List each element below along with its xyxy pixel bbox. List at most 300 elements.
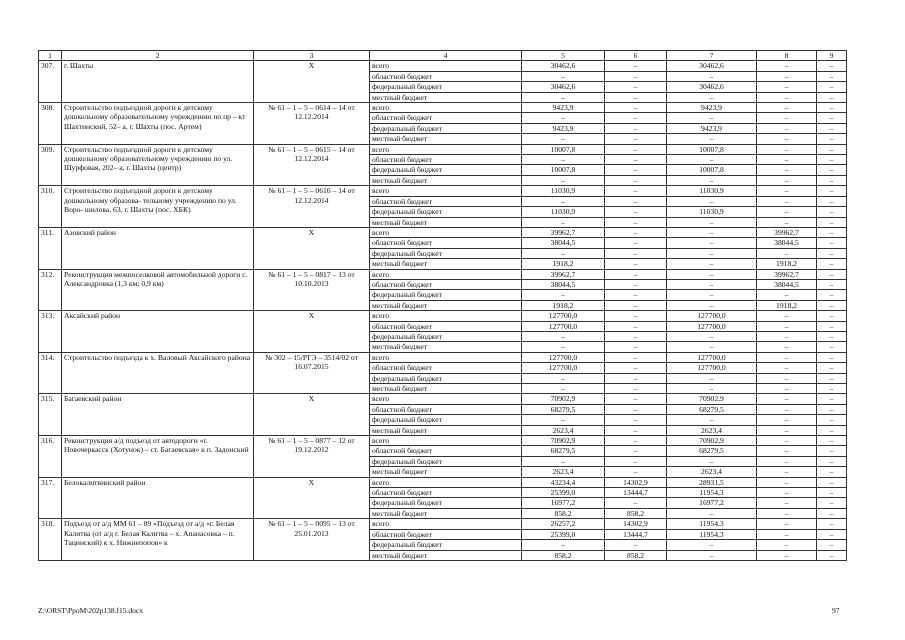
amount-cell: – bbox=[667, 175, 757, 185]
amount-cell: – bbox=[817, 248, 847, 258]
amount-cell: – bbox=[817, 331, 847, 341]
amount-cell: – bbox=[667, 238, 757, 248]
amount-cell: 43234,4 bbox=[522, 477, 605, 487]
amount-cell: – bbox=[605, 311, 667, 321]
amount-cell: – bbox=[757, 123, 817, 133]
amount-cell: – bbox=[667, 217, 757, 227]
table-row bbox=[39, 227, 847, 237]
amount-cell: – bbox=[667, 373, 757, 383]
amount-cell: 127700,0 bbox=[522, 363, 605, 373]
table-row bbox=[39, 186, 847, 196]
amount-cell: – bbox=[667, 456, 757, 466]
amount-cell: – bbox=[667, 259, 757, 269]
amount-cell: 11030,9 bbox=[667, 186, 757, 196]
amount-cell: 10007,8 bbox=[522, 144, 605, 154]
funding-source: всего bbox=[370, 269, 522, 279]
funding-source: местный бюджет bbox=[370, 175, 522, 185]
budget-table-sheet bbox=[38, 50, 846, 561]
amount-cell: – bbox=[757, 61, 817, 71]
funding-source: областной бюджет bbox=[370, 71, 522, 81]
entry-number: 311. bbox=[39, 227, 62, 269]
amount-cell: – bbox=[667, 540, 757, 550]
amount-cell: – bbox=[757, 363, 817, 373]
amount-cell: – bbox=[757, 248, 817, 258]
funding-source: всего bbox=[370, 394, 522, 404]
amount-cell: – bbox=[817, 217, 847, 227]
amount-cell: – bbox=[817, 238, 847, 248]
funding-source: областной бюджет bbox=[370, 113, 522, 123]
amount-cell: – bbox=[757, 467, 817, 477]
amount-cell: – bbox=[817, 290, 847, 300]
amount-cell: – bbox=[605, 342, 667, 352]
amount-cell: 68279,5 bbox=[522, 446, 605, 456]
amount-cell: – bbox=[522, 331, 605, 341]
expertise-document: № 302 – 15/РГЭ – 3514/02 от 16.07.2015 bbox=[254, 352, 370, 394]
amount-cell: – bbox=[605, 61, 667, 71]
table-row bbox=[39, 477, 847, 487]
amount-cell: – bbox=[757, 144, 817, 154]
amount-cell: 38044,5 bbox=[522, 238, 605, 248]
expertise-document: № 61 – 1 – 5 – 0615 – 14 от 12.12.2014 bbox=[254, 144, 370, 186]
amount-cell: 13444,7 bbox=[605, 488, 667, 498]
amount-cell: 30462,6 bbox=[522, 82, 605, 92]
amount-cell: – bbox=[817, 508, 847, 518]
funding-source: областной бюджет bbox=[370, 529, 522, 539]
funding-source: местный бюджет bbox=[370, 217, 522, 227]
amount-cell: 68279,5 bbox=[667, 404, 757, 414]
object-name: Багаевский район bbox=[62, 394, 254, 436]
amount-cell: – bbox=[757, 519, 817, 529]
amount-cell: – bbox=[605, 123, 667, 133]
amount-cell: – bbox=[522, 290, 605, 300]
amount-cell: 25399,0 bbox=[522, 488, 605, 498]
funding-source: федеральный бюджет bbox=[370, 540, 522, 550]
expertise-document: № 61 – 1 – 5 – 0614 – 14 от 12.12.2014 bbox=[254, 103, 370, 145]
column-header: 3 bbox=[254, 51, 370, 61]
amount-cell: – bbox=[605, 373, 667, 383]
amount-cell: 30462,6 bbox=[522, 61, 605, 71]
amount-cell: – bbox=[757, 165, 817, 175]
amount-cell: – bbox=[817, 467, 847, 477]
amount-cell: – bbox=[757, 71, 817, 81]
amount-cell: – bbox=[605, 456, 667, 466]
amount-cell: 858,2 bbox=[522, 508, 605, 518]
object-name: Строительство подъездной дороги к детскому дошкольному образова- тельному учреждению по ул. Воро- шилова, 63, г. Шахты (пос. ХБК) bbox=[62, 186, 254, 228]
amount-cell: – bbox=[757, 186, 817, 196]
amount-cell: 858,2 bbox=[605, 508, 667, 518]
amount-cell: 39962,7 bbox=[757, 227, 817, 237]
footer-file-path: Z:\ORST\PpoM\202p138.f15.docx bbox=[38, 606, 144, 615]
amount-cell: – bbox=[817, 425, 847, 435]
amount-cell: – bbox=[757, 290, 817, 300]
funding-source: областной бюджет bbox=[370, 238, 522, 248]
amount-cell: – bbox=[817, 186, 847, 196]
entry-number: 307. bbox=[39, 61, 62, 103]
amount-cell: – bbox=[605, 415, 667, 425]
amount-cell: – bbox=[522, 113, 605, 123]
amount-cell: – bbox=[667, 331, 757, 341]
amount-cell: 858,2 bbox=[522, 550, 605, 560]
amount-cell: – bbox=[757, 498, 817, 508]
entry-number: 309. bbox=[39, 144, 62, 186]
amount-cell: – bbox=[605, 227, 667, 237]
amount-cell: – bbox=[667, 113, 757, 123]
amount-cell: – bbox=[817, 71, 847, 81]
amount-cell: – bbox=[817, 300, 847, 310]
amount-cell: – bbox=[605, 352, 667, 362]
funding-source: областной бюджет bbox=[370, 404, 522, 414]
funding-source: всего bbox=[370, 227, 522, 237]
amount-cell: – bbox=[605, 71, 667, 81]
amount-cell: – bbox=[817, 363, 847, 373]
amount-cell: 14302,9 bbox=[605, 477, 667, 487]
amount-cell: 70902,9 bbox=[667, 394, 757, 404]
amount-cell: – bbox=[757, 352, 817, 362]
amount-cell: – bbox=[817, 155, 847, 165]
table-row bbox=[39, 61, 847, 71]
amount-cell: 127700,0 bbox=[522, 311, 605, 321]
amount-cell: 10007,8 bbox=[667, 144, 757, 154]
amount-cell: – bbox=[605, 279, 667, 289]
amount-cell: – bbox=[605, 92, 667, 102]
column-header: 2 bbox=[62, 51, 254, 61]
amount-cell: – bbox=[667, 290, 757, 300]
amount-cell: – bbox=[605, 363, 667, 373]
amount-cell: 10007,8 bbox=[667, 165, 757, 175]
amount-cell: – bbox=[757, 415, 817, 425]
amount-cell: – bbox=[757, 373, 817, 383]
funding-source: всего bbox=[370, 144, 522, 154]
amount-cell: – bbox=[605, 175, 667, 185]
amount-cell: – bbox=[605, 425, 667, 435]
funding-source: местный бюджет bbox=[370, 384, 522, 394]
amount-cell: – bbox=[757, 207, 817, 217]
amount-cell: – bbox=[667, 155, 757, 165]
amount-cell: 11030,9 bbox=[522, 186, 605, 196]
amount-cell: – bbox=[667, 248, 757, 258]
amount-cell: – bbox=[522, 540, 605, 550]
funding-source: местный бюджет bbox=[370, 259, 522, 269]
amount-cell: – bbox=[522, 155, 605, 165]
amount-cell: – bbox=[605, 384, 667, 394]
amount-cell: 16977,2 bbox=[667, 498, 757, 508]
amount-cell: – bbox=[817, 165, 847, 175]
amount-cell: – bbox=[757, 529, 817, 539]
funding-source: федеральный бюджет bbox=[370, 165, 522, 175]
amount-cell: – bbox=[667, 415, 757, 425]
amount-cell: – bbox=[605, 165, 667, 175]
funding-source: всего bbox=[370, 477, 522, 487]
amount-cell: – bbox=[757, 394, 817, 404]
amount-cell: 10007,8 bbox=[522, 165, 605, 175]
amount-cell: – bbox=[817, 82, 847, 92]
object-name: Реконструкция межпоселковой автомобильной дороги с. Александровка (1,3 км; 0,9 км) bbox=[62, 269, 254, 311]
amount-cell: 9423,9 bbox=[522, 123, 605, 133]
amount-cell: – bbox=[605, 269, 667, 279]
amount-cell: – bbox=[757, 342, 817, 352]
amount-cell: – bbox=[757, 446, 817, 456]
amount-cell: 11030,9 bbox=[522, 207, 605, 217]
expertise-document: Х bbox=[254, 394, 370, 436]
amount-cell: – bbox=[667, 508, 757, 518]
amount-cell: 1918,2 bbox=[757, 259, 817, 269]
amount-cell: – bbox=[817, 227, 847, 237]
object-name: г. Шахты bbox=[62, 61, 254, 103]
amount-cell: – bbox=[817, 196, 847, 206]
amount-cell: 127700,0 bbox=[522, 352, 605, 362]
amount-cell: – bbox=[817, 61, 847, 71]
amount-cell: – bbox=[817, 259, 847, 269]
table-row bbox=[39, 269, 847, 279]
amount-cell: – bbox=[605, 259, 667, 269]
funding-source: местный бюджет bbox=[370, 300, 522, 310]
funding-source: федеральный бюджет bbox=[370, 498, 522, 508]
header-row bbox=[39, 51, 847, 61]
amount-cell: – bbox=[667, 196, 757, 206]
funding-source: всего bbox=[370, 61, 522, 71]
amount-cell: – bbox=[605, 238, 667, 248]
amount-cell: 127700,0 bbox=[667, 352, 757, 362]
object-name: Строительство подъездной дороги к детскому дошкольному образовательному учреждению по ул. Шурфовая, 202– а, г. Шахты (центр) bbox=[62, 144, 254, 186]
amount-cell: 127700,0 bbox=[667, 321, 757, 331]
amount-cell: 127700,0 bbox=[522, 321, 605, 331]
amount-cell: – bbox=[817, 550, 847, 560]
amount-cell: – bbox=[817, 529, 847, 539]
amount-cell: 11954,3 bbox=[667, 488, 757, 498]
amount-cell: 11954,3 bbox=[667, 519, 757, 529]
column-header: 5 bbox=[522, 51, 605, 61]
entry-number: 313. bbox=[39, 311, 62, 353]
entry-number: 316. bbox=[39, 436, 62, 478]
amount-cell: 14302,9 bbox=[605, 519, 667, 529]
amount-cell: 30462,6 bbox=[667, 82, 757, 92]
table-row bbox=[39, 144, 847, 154]
amount-cell: 2623,4 bbox=[667, 467, 757, 477]
table-row bbox=[39, 436, 847, 446]
object-name: Строительство подъездной дороги к детскому дошкольному образовательному учреждению по пр – кт Шахтинский, 52– а, г. Шахты (пос. Артем) bbox=[62, 103, 254, 145]
amount-cell: – bbox=[817, 123, 847, 133]
amount-cell: 70902,9 bbox=[522, 394, 605, 404]
amount-cell: – bbox=[605, 82, 667, 92]
entry-number: 310. bbox=[39, 186, 62, 228]
funding-source: федеральный бюджет bbox=[370, 248, 522, 258]
amount-cell: – bbox=[605, 540, 667, 550]
amount-cell: – bbox=[605, 498, 667, 508]
expertise-document: № 61 – 1 – 5 – 0095 – 13 от 25.01.2013 bbox=[254, 519, 370, 561]
amount-cell: 39962,7 bbox=[522, 269, 605, 279]
amount-cell: – bbox=[605, 290, 667, 300]
amount-cell: – bbox=[757, 456, 817, 466]
amount-cell: 9423,9 bbox=[667, 103, 757, 113]
amount-cell: – bbox=[605, 144, 667, 154]
amount-cell: 2623,4 bbox=[522, 425, 605, 435]
funding-source: всего bbox=[370, 311, 522, 321]
amount-cell: – bbox=[757, 217, 817, 227]
funding-source: областной бюджет bbox=[370, 279, 522, 289]
amount-cell: 68279,5 bbox=[522, 404, 605, 414]
amount-cell: – bbox=[817, 373, 847, 383]
amount-cell: – bbox=[522, 415, 605, 425]
amount-cell: – bbox=[522, 217, 605, 227]
amount-cell: – bbox=[817, 488, 847, 498]
amount-cell: – bbox=[817, 404, 847, 414]
entry-number: 312. bbox=[39, 269, 62, 311]
funding-source: областной бюджет bbox=[370, 155, 522, 165]
amount-cell: 38044,5 bbox=[522, 279, 605, 289]
amount-cell: – bbox=[817, 540, 847, 550]
expertise-document: Х bbox=[254, 227, 370, 269]
entry-number: 315. bbox=[39, 394, 62, 436]
amount-cell: – bbox=[757, 436, 817, 446]
object-name: Реконструкция а/д подъезд от автодороги «г. Новочеркасск (Хотунок) – ст. Багаевская» к п. Задонский bbox=[62, 436, 254, 478]
funding-source: всего bbox=[370, 519, 522, 529]
amount-cell: – bbox=[605, 404, 667, 414]
object-name: Подъезд от а/д ММ 61 – 89 «Подъезд от а/д «г. Белая Калитва (от а/д г. Белая Калитва – х. Апанасовка – п. Тацинский) к х. Нижнепопов» к bbox=[62, 519, 254, 561]
amount-cell: 25399,0 bbox=[522, 529, 605, 539]
funding-source: федеральный бюджет bbox=[370, 456, 522, 466]
amount-cell: – bbox=[605, 134, 667, 144]
column-header: 4 bbox=[370, 51, 522, 61]
amount-cell: – bbox=[757, 477, 817, 487]
amount-cell: – bbox=[605, 196, 667, 206]
amount-cell: – bbox=[522, 342, 605, 352]
amount-cell: – bbox=[817, 342, 847, 352]
amount-cell: – bbox=[605, 446, 667, 456]
amount-cell: – bbox=[757, 425, 817, 435]
funding-source: всего bbox=[370, 103, 522, 113]
amount-cell: 1918,2 bbox=[522, 259, 605, 269]
amount-cell: – bbox=[817, 519, 847, 529]
amount-cell: – bbox=[605, 207, 667, 217]
amount-cell: 30462,6 bbox=[667, 61, 757, 71]
amount-cell: 1918,2 bbox=[522, 300, 605, 310]
amount-cell: 38044,5 bbox=[757, 279, 817, 289]
funding-source: областной бюджет bbox=[370, 488, 522, 498]
object-name: Белокалитвинский район bbox=[62, 477, 254, 519]
amount-cell: 127700,0 bbox=[667, 363, 757, 373]
funding-source: местный бюджет bbox=[370, 467, 522, 477]
amount-cell: – bbox=[817, 134, 847, 144]
amount-cell: 127700,0 bbox=[667, 311, 757, 321]
amount-cell: 39962,7 bbox=[757, 269, 817, 279]
amount-cell: – bbox=[605, 103, 667, 113]
amount-cell: 858,2 bbox=[605, 550, 667, 560]
funding-source: всего bbox=[370, 436, 522, 446]
expertise-document: № 61 – 1 – 5 – 0817 – 13 от 10.10.2013 bbox=[254, 269, 370, 311]
amount-cell: – bbox=[605, 248, 667, 258]
funding-source: местный бюджет bbox=[370, 134, 522, 144]
funding-source: федеральный бюджет bbox=[370, 415, 522, 425]
column-header: 7 bbox=[667, 51, 757, 61]
funding-source: федеральный бюджет bbox=[370, 123, 522, 133]
amount-cell: 28931,5 bbox=[667, 477, 757, 487]
amount-cell: 2623,4 bbox=[522, 467, 605, 477]
funding-source: всего bbox=[370, 186, 522, 196]
amount-cell: – bbox=[817, 311, 847, 321]
amount-cell: 26257,2 bbox=[522, 519, 605, 529]
amount-cell: – bbox=[817, 92, 847, 102]
object-name: Аксайский район bbox=[62, 311, 254, 353]
amount-cell: 38044,5 bbox=[757, 238, 817, 248]
amount-cell: – bbox=[757, 196, 817, 206]
amount-cell: – bbox=[757, 113, 817, 123]
amount-cell: 11030,9 bbox=[667, 207, 757, 217]
table-row bbox=[39, 394, 847, 404]
amount-cell: 1918,2 bbox=[757, 300, 817, 310]
amount-cell: – bbox=[817, 269, 847, 279]
amount-cell: – bbox=[667, 71, 757, 81]
amount-cell: – bbox=[817, 279, 847, 289]
amount-cell: 2623,4 bbox=[667, 425, 757, 435]
expertise-document: № 61 – 1 – 5 – 0877 – 12 от 19.12.2012 bbox=[254, 436, 370, 478]
expertise-document: № 61 – 1 – 5 – 0616 – 14 от 12.12.2014 bbox=[254, 186, 370, 228]
amount-cell: – bbox=[817, 477, 847, 487]
amount-cell: – bbox=[817, 394, 847, 404]
entry-number: 314. bbox=[39, 352, 62, 394]
column-header: 6 bbox=[605, 51, 667, 61]
amount-cell: – bbox=[522, 71, 605, 81]
amount-cell: – bbox=[817, 456, 847, 466]
column-header: 9 bbox=[817, 51, 847, 61]
column-header: 8 bbox=[757, 51, 817, 61]
entry-number: 308. bbox=[39, 103, 62, 145]
funding-source: областной бюджет bbox=[370, 363, 522, 373]
amount-cell: – bbox=[605, 394, 667, 404]
amount-cell: – bbox=[605, 300, 667, 310]
entry-number: 317. bbox=[39, 477, 62, 519]
amount-cell: 9423,9 bbox=[667, 123, 757, 133]
expertise-document: Х bbox=[254, 61, 370, 103]
amount-cell: – bbox=[757, 550, 817, 560]
amount-cell: – bbox=[817, 436, 847, 446]
funding-source: местный бюджет bbox=[370, 550, 522, 560]
amount-cell: – bbox=[757, 311, 817, 321]
funding-source: местный бюджет bbox=[370, 342, 522, 352]
amount-cell: – bbox=[757, 384, 817, 394]
amount-cell: – bbox=[667, 342, 757, 352]
amount-cell: 68279,5 bbox=[667, 446, 757, 456]
amount-cell: – bbox=[817, 415, 847, 425]
amount-cell: – bbox=[817, 498, 847, 508]
amount-cell: – bbox=[522, 384, 605, 394]
amount-cell: – bbox=[667, 300, 757, 310]
amount-cell: 9423,9 bbox=[522, 103, 605, 113]
amount-cell: – bbox=[522, 175, 605, 185]
amount-cell: – bbox=[522, 248, 605, 258]
amount-cell: – bbox=[667, 269, 757, 279]
amount-cell: – bbox=[667, 384, 757, 394]
amount-cell: 13444,7 bbox=[605, 529, 667, 539]
amount-cell: – bbox=[605, 436, 667, 446]
funding-source: федеральный бюджет bbox=[370, 331, 522, 341]
funding-source: местный бюджет bbox=[370, 92, 522, 102]
amount-cell: – bbox=[667, 92, 757, 102]
table-row bbox=[39, 311, 847, 321]
table-row bbox=[39, 519, 847, 529]
amount-cell: – bbox=[522, 196, 605, 206]
funding-source: областной бюджет bbox=[370, 321, 522, 331]
amount-cell: – bbox=[817, 207, 847, 217]
amount-cell: – bbox=[667, 279, 757, 289]
table-row bbox=[39, 103, 847, 113]
table-body bbox=[39, 51, 847, 561]
amount-cell: – bbox=[522, 134, 605, 144]
funding-source: местный бюджет bbox=[370, 425, 522, 435]
amount-cell: – bbox=[817, 321, 847, 331]
funding-source: федеральный бюджет bbox=[370, 82, 522, 92]
funding-source: всего bbox=[370, 352, 522, 362]
amount-cell: – bbox=[605, 155, 667, 165]
